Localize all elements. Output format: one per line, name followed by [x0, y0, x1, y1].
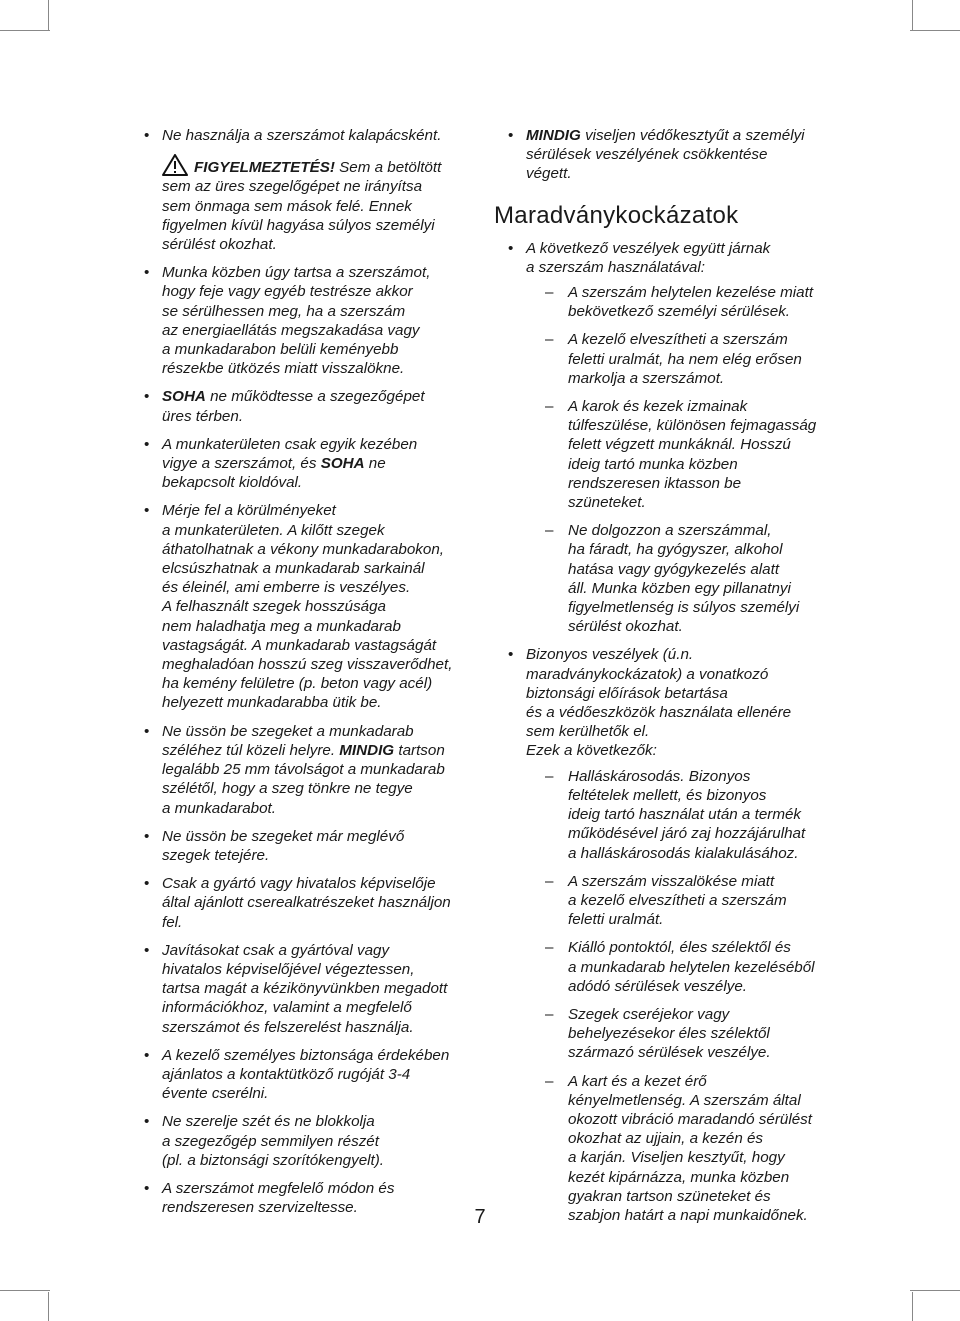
dash-item: – Halláskárosodás. Bizonyos feltételek mellett, és bizonyos ideig tartó használat után a termék működésével járó zaj hozzájárulhat a halláskárosodás kialakulásához.	[526, 767, 838, 863]
bullet-item: • Javításokat csak a gyártóval vagy hivatalos képviselőjével végeztessen, tartsa magát a kézikönyvünkben megadott információkhoz, valamint a megfelelő szerszámot és felszerelést használja.	[144, 941, 484, 1037]
bullet-item: • Munka közben úgy tartsa a szerszámot, hogy feje vagy egyéb testrésze akkor se sérülhessen meg, ha a szerszám az energiaellátás megszakadása vagy a munkadarabon belüli keményebb részekbe ütközés miatt visszalökne.	[144, 263, 484, 378]
crop-mark	[0, 1290, 50, 1291]
bullet-item: • Ne üssön be szegeket a munkadarab széléhez túl közeli helyre. MINDIG tartson legalább 25 mm távolságot a munkadarab szélétől, hogy a szeg tönkre ne tegye a munkadarabot.	[144, 722, 484, 818]
dash-item: – Ne dolgozzon a szerszámmal, ha fáradt, ha gyógyszer, alkohol hatása vagy gyógykezelés alatt áll. Munka közben egy pillanatnyi figyelmetlenség is súlyos személyi sérülést okozhat.	[526, 521, 838, 636]
left-column	[144, 126, 484, 1217]
page-number: 7	[474, 1206, 486, 1228]
right-column	[494, 126, 838, 1225]
dash-item: – Szegek cseréjekor vagy behelyezésekor éles szélektől származó sérülések veszélye.	[526, 1005, 838, 1063]
bullet-item: • Csak a gyártó vagy hivatalos képviselője által ajánlott cserealkatrészeket használjon fel.	[144, 874, 484, 932]
dash-list	[526, 283, 838, 636]
section-heading: Maradványkockázatok	[494, 201, 739, 229]
crop-mark	[48, 0, 49, 30]
crop-mark	[912, 1292, 913, 1321]
crop-mark	[0, 30, 50, 31]
warning-triangle-icon	[162, 154, 188, 176]
dash-item: – A karok és kezek izmainak túlfeszülése, különösen fejmagasság felett végzett munkáknál. Hosszú ideig tartó munka közben rendszeresen iktasson be szüneteket.	[526, 397, 838, 512]
dash-item: – A kezelő elveszítheti a szerszám feletti uralmát, ha nem elég erősen markolja a szerszámot.	[526, 330, 838, 388]
bullet-item: • Ne szerelje szét és ne blokkolja a szegezőgép semmilyen részét (pl. a biztonsági szorítókengyelt).	[144, 1112, 484, 1170]
dash-item: – A kart és a kezet érő kényelmetlenség. A szerszám által okozott vibráció maradandó sérülést okozhat az ujjain, a kezén és a karján. Viseljen kesztyűt, hogy kezét kipárnázza, munka közben gyakran tartson szüneteket és szabjon határt a napi munkaidőnek.	[526, 1072, 838, 1226]
crop-mark	[910, 30, 960, 31]
bullet-item: • Ne üssön be szegeket már meglévő szegek tetejére.	[144, 827, 484, 865]
bullet-item: • A szerszámot megfelelő módon és rendszeresen szervizeltesse.	[144, 1179, 484, 1217]
dash-item: – A szerszám helytelen kezelése miatt bekövetkező személyi sérülések.	[526, 283, 838, 321]
warning-title: FIGYELMEZTETÉS!	[194, 159, 335, 177]
bullet-item: • Ne használja a szerszámot kalapácsként.	[144, 126, 484, 145]
crop-mark	[912, 0, 913, 30]
dash-item: – A szerszám visszalökése miatt a kezelő elveszítheti a szerszám feletti uralmát.	[526, 872, 838, 930]
crop-mark	[910, 1290, 960, 1291]
crop-mark	[48, 1292, 49, 1321]
bullet-item: • SOHA ne működtesse a szegezőgépet üres térben.	[144, 387, 484, 425]
bullet-item: • Bizonyos veszélyek (ú.n. maradványkockázatok) a vonatkozó biztonsági előírások betartása és a védőeszközök használata ellenére sem kerülhetők el. Ezek a következők: – Halláskárosodás. Bizonyos feltételek mellett, és bizonyos ideig tartó használat után a termék működésével járó zaj hozzájárulhat a halláskárosodás kialakulásához. – A szerszám visszalökése miatt a kezelő elveszítheti a szerszám feletti uralmát. – Kiálló pontoktól, éles szélektől és a munkadarab helytelen kezeléséből adódó sérülések veszélye. – Szegek cseréjekor vagy behelyezésekor éles szélektől származó sérülések veszélye. – A kart és a kezet érő kényelmetlenség. A szerszám által okozott vibráció maradandó sérülést okozhat az ujjain, a kezén és a karján. Viseljen kesztyűt, hogy kezét kipárnázza, munka közben gyakran tartson szüneteket és szabjon határt a napi munkaidőnek.	[508, 645, 838, 1225]
bullet-item: • A következő veszélyek együtt járnak a szerszám használatával: – A szerszám helytelen kezelése miatt bekövetkező személyi sérülések. – A kezelő elveszítheti a szerszám feletti uralmát, ha nem elég erősen markolja a szerszámot. – A karok és kezek izmainak túlfeszülése, különösen fejmagasság felett végzett munkáknál. Hosszú ideig tartó munka közben rendszeresen iktasson be szüneteket. – Ne dolgozzon a szerszámmal, ha fáradt, ha gyógyszer, alkohol hatása vagy gyógykezelés alatt áll. Munka közben egy pillanatnyi figyelmetlenség is súlyos személyi sérülést okozhat.	[508, 239, 838, 637]
bullet-item: • Mérje fel a körülményeket a munkaterületen. A kilőtt szegek áthatolhatnak a vékony munkadarabokon, elcsúszhatnak a munkadarab sarkainál és éleinél, ami emberre is veszélyes. A felhasznált szegek hosszúsága nem haladhatja meg a munkadarab vastagságát. A munkadarab vastagságát meghaladóan hosszú szeg visszaverődhet, ha kemény felületre (p. beton vagy acél) helyezett munkadarabba ütik be.	[144, 501, 484, 712]
bullet-item: • A munkaterületen csak egyik kezében vigye a szerszámot, és SOHA ne bekapcsolt kioldóval.	[144, 435, 484, 493]
bullet-item: • A kezelő személyes biztonsága érdekében ajánlatos a kontaktütköző rugóját 3-4 évente cserélni.	[144, 1046, 484, 1104]
bullet-item: • MINDIG viseljen védőkesztyűt a személyi sérülések veszélyének csökkentése végett.	[508, 126, 838, 184]
dash-list	[526, 767, 838, 1225]
dash-item: – Kiálló pontoktól, éles szélektől és a munkadarab helytelen kezeléséből adódó sérülések veszélye.	[526, 938, 838, 996]
warning-block: FIGYELMEZTETÉS! Sem a betöltött sem az üres szegelőgépet ne irányítsa sem önmaga sem mások felé. Ennek figyelmen kívül hagyása súlyos személyi sérülést okozhat.	[144, 154, 484, 254]
